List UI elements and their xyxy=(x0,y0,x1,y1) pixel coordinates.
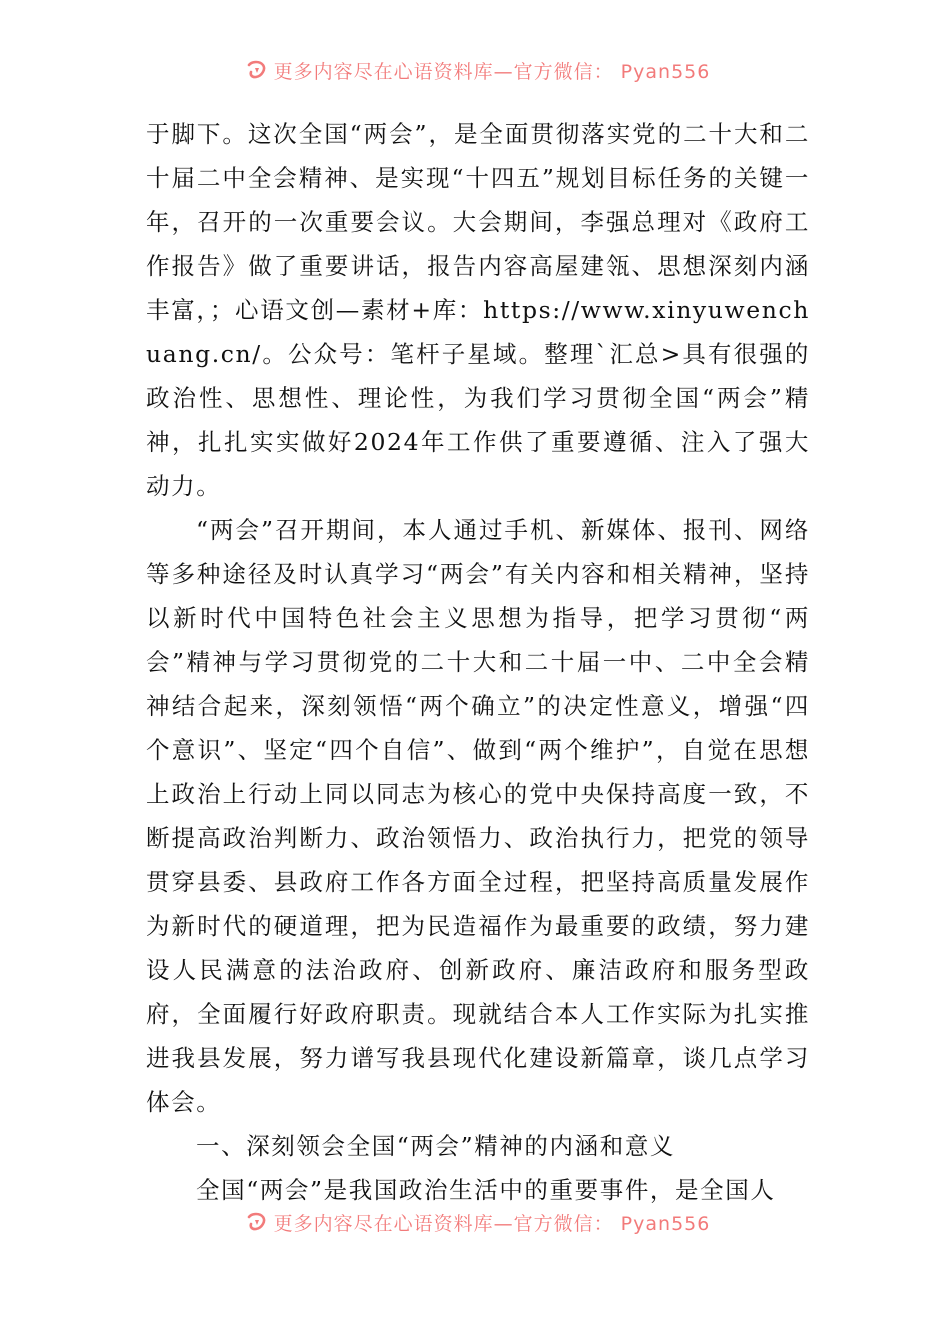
footer-watermark xyxy=(0,1210,950,1234)
paragraph: “两会”召开期间，本人通过手机、新媒体、报刊、网络等多种途径及时认真学习“两会”有关内容和相关精神，坚持以新时代中国特色社会主义思想为指导，把学习贯彻“两会”精神与学习贯彻党的二十大和二十届一中、二中全会精神结合起来，深刻领悟“两个确立”的决定性意义，增强“四个意识”、坚定“四个自信”、做到“两个维护”，自觉在思想上政治上行动上同以同志为核心的党中央保持高度一致，不断提高政治判断力、政治领悟力、政治执行力，把党的领导贯穿县委、县政府工作各方面全过程，把坚持高质量发展作为新时代的硬道理，把为民造福作为最重要的政绩，努力建设人民满意的法治政府、创新政府、廉洁政府和服务型政府，全面履行好政府职责。现就结合本人工作实际为扎实推进我县发展，努力谱写我县现代化建设新篇章，谈几点学习体会。 xyxy=(146,516,810,1116)
watermark-logo-icon xyxy=(246,1211,268,1233)
watermark-text: 更多内容尽在心语资料库—官方微信： Pyan556 xyxy=(273,60,711,82)
watermark-logo-icon xyxy=(246,59,268,81)
paragraph: 全国“两会”是我国政治生活中的重要事件，是全国人 xyxy=(196,1176,776,1204)
paragraph: 于脚下。这次全国“两会”，是全面贯彻落实党的二十大和二十届二中全会精神、是实现“十四五”规划目标任务的关键一年，召开的一次重要会议。大会期间，李强总理对《政府工作报告》做了重要讲话，报告内容高屋建瓴、思想深刻内涵丰富，；心语文创—素材+库：https://www.xinyuwenchuang.cn/。公众号：笔杆子星域。整理`汇总>具有很强的政治性、思想性、理论性，为我们学习贯彻全国“两会”精神，扎扎实实做好2024年工作供了重要遵循、注入了强大动力。 xyxy=(146,120,810,500)
watermark-text: 更多内容尽在心语资料库—官方微信： Pyan556 xyxy=(273,1212,711,1234)
document-body xyxy=(146,112,810,1212)
header-watermark xyxy=(0,58,950,82)
section-heading: 一、深刻领会全国“两会”精神的内涵和意义 xyxy=(196,1132,676,1160)
